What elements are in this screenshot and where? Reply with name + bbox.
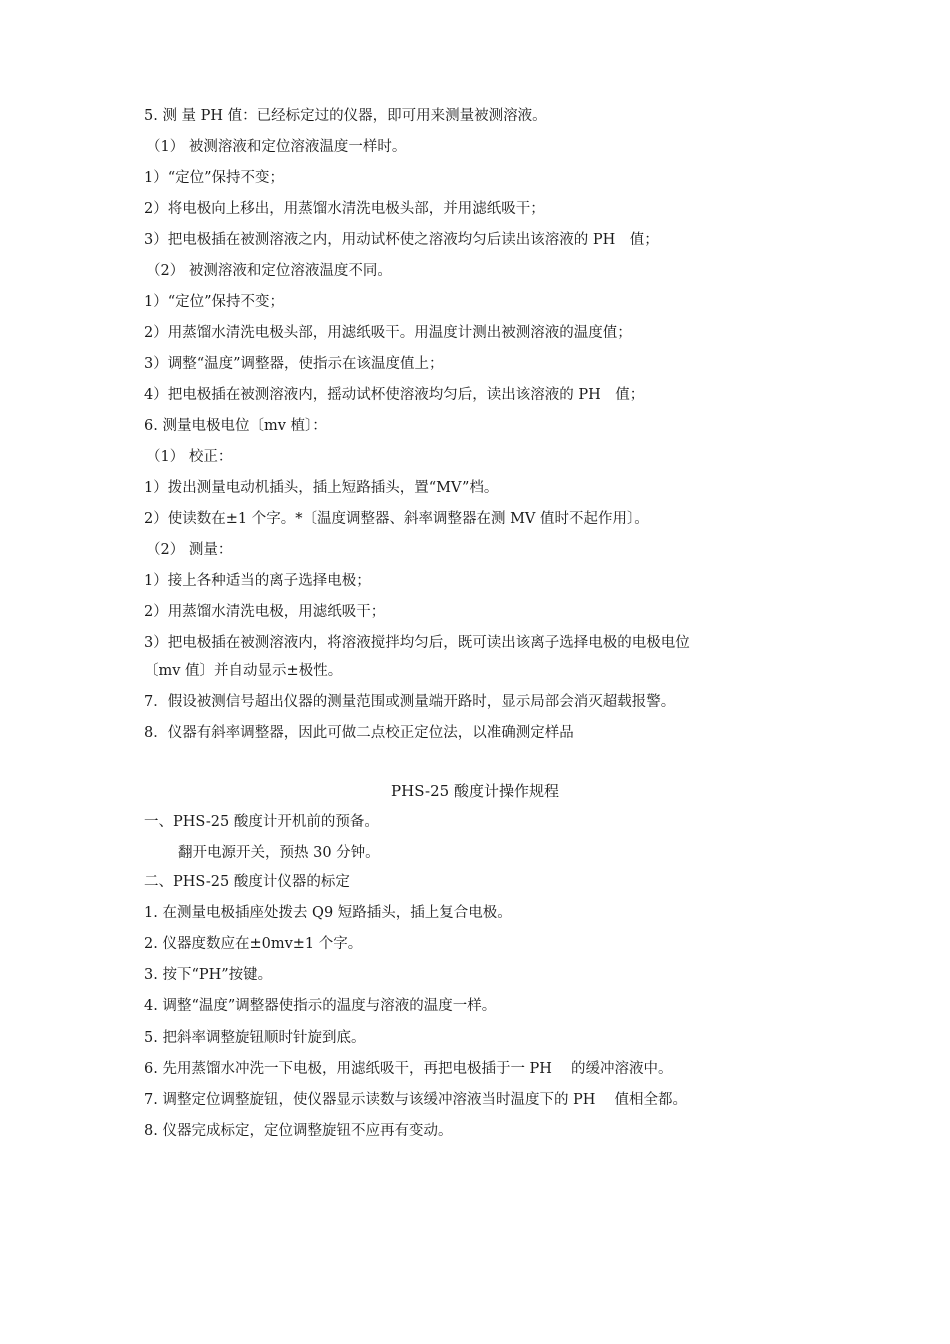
step-line: 2）用蒸馏水清洗电极头部，用滤纸吸干。用温度计测出被测溶液的温度值； [144,325,632,341]
preparation-text: 翻开电源开关，预热 30 分钟。 [178,845,380,861]
step-line: 1）“定位”保持不变； [144,170,285,186]
calibration-step: 2. 仪器度数应在±0mv±1 个字。 [144,936,363,952]
heading-preparation: 一、PHS-25 酸度计开机前的预备。 [144,814,379,830]
step-line: 4）把电极插在被测溶液内，摇动试杯使溶液均匀后，读出该溶液的 PH 值； [144,387,645,403]
step-line: 1）“定位”保持不变； [144,294,285,310]
item-8-slope: 8．仪器有斜率调整器，因此可做二点校正定位法，以准确测定样品 [144,725,574,741]
calibration-step: 3. 按下“PH”按键。 [144,967,273,983]
step-line: 3）把电极插在被测溶液内，将溶液搅拌均匀后，既可读出该离子选择电极的电极电位 [144,635,690,651]
subitem-different-temperature: （2） 被测溶液和定位溶液温度不同。 [146,263,392,279]
step-line: 2）使读数在±1 个字。*〔温度调整器、斜率调整器在测 MV 值时不起作用〕。 [144,511,649,527]
calibration-step: 4. 调整“温度”调整器使指示的温度与溶液的温度一样。 [144,998,497,1014]
step-line: 3）调整“温度”调整器，使指示在该温度值上； [144,356,444,372]
heading-calibration: 二、PHS-25 酸度计仪器的标定 [144,874,350,890]
step-line: 1）接上各种适当的离子选择电极； [144,573,371,589]
section-title: PHS-25 酸度计操作规程 [391,782,559,800]
calibration-step: 8. 仪器完成标定，定位调整旋钮不应再有变动。 [144,1123,453,1139]
subitem-measurement: （2） 测量： [146,542,233,558]
item-5-measure-ph: 5. 测 量 PH 值：已经标定过的仪器，即可用来测量被测溶液。 [144,108,547,124]
step-line: 2）用蒸馏水清洗电极，用滤纸吸干； [144,604,386,620]
subitem-calibration: （1） 校正： [146,449,233,465]
step-line: 3）把电极插在被测溶液之内，用动试杯使之溶液均匀后读出该溶液的 PH 值； [144,232,659,248]
calibration-step: 6. 先用蒸馏水冲洗一下电极，用滤纸吸干，再把电极插于一 PH 的缓冲溶液中。 [144,1061,673,1077]
calibration-step: 1. 在测量电极插座处拨去 Q9 短路插头，插上复合电极。 [144,905,512,921]
step-line-continuation: 〔mv 值〕并自动显示±极性。 [144,663,343,679]
item-7-overload: 7．假设被测信号超出仪器的测量范围或测量端开路时，显示局部会消灭超载报警。 [144,694,676,710]
calibration-step: 5. 把斜率调整旋钮顺时针旋到底。 [144,1030,366,1046]
subitem-same-temperature: （1） 被测溶液和定位溶液温度一样时。 [146,139,407,155]
item-6-measure-mv: 6. 测量电极电位〔mv 植〕： [144,418,327,434]
calibration-step: 7. 调整定位调整旋钮，使仪器显示读数与该缓冲溶液当时温度下的 PH 值相全都。 [144,1092,688,1108]
step-line: 1）拨出测量电动机插头，插上短路插头，置“MV”档。 [144,480,499,496]
step-line: 2）将电极向上移出，用蒸馏水清洗电极头部，并用滤纸吸干； [144,201,545,217]
